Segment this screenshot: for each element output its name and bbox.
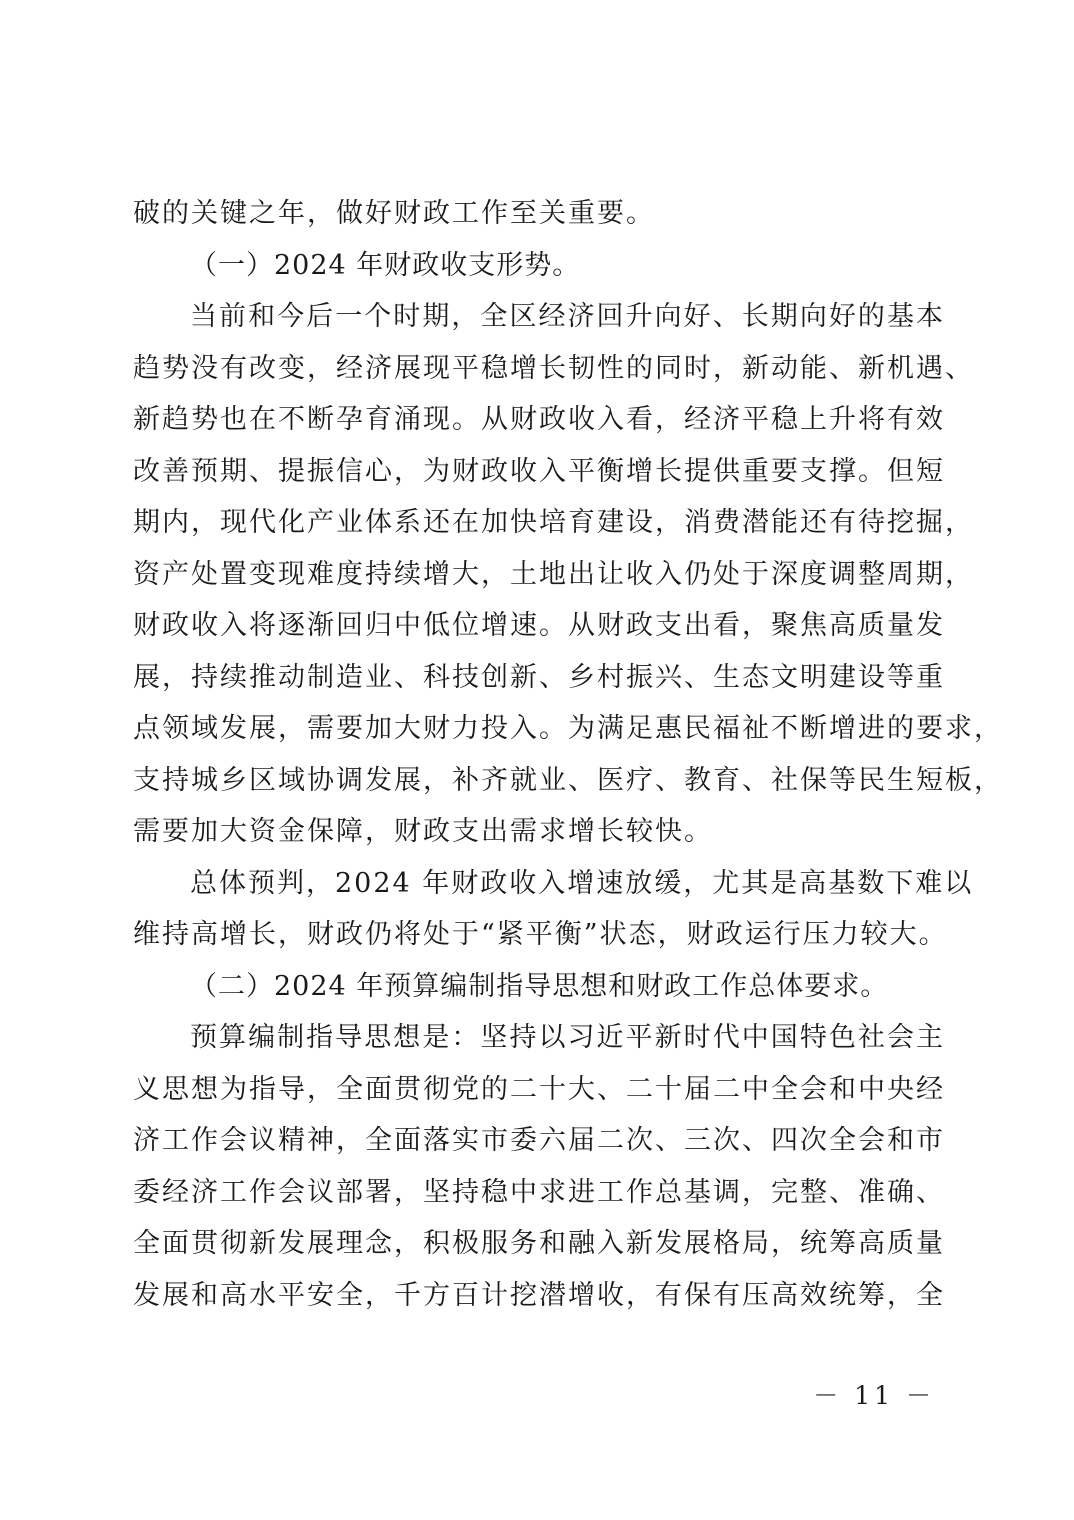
- text-line: 委经济工作会议部署，坚持稳中求进工作总基调，完整、准确、: [133, 1176, 945, 1208]
- text-line: 点领域发展，需要加大财力投入。为满足惠民福祉不断增进的要求，: [133, 713, 1003, 744]
- page-number: － 11 －: [813, 1381, 935, 1410]
- text-line: 预算编制指导思想是：坚持以习近平新时代中国特色社会主: [190, 1022, 945, 1053]
- text-line: 发展和高水平安全，千方百计挖潜增收，有保有压高效统筹，全: [133, 1279, 945, 1311]
- text-line: 需要加大资金保障，财政支出需求增长较快。: [133, 816, 713, 847]
- section-heading: （二）2024 年预算编制指导思想和财政工作总体要求。: [190, 970, 889, 1002]
- section-heading: （一）2024 年财政收支形势。: [190, 249, 581, 281]
- text-line: 趋势没有改变，经济展现平稳增长韧性的同时，新动能、新机遇、: [133, 352, 974, 384]
- text-line: 展，持续推动制造业、科技创新、乡村振兴、生态文明建设等重: [133, 661, 945, 693]
- text-line: 济工作会议精神，全面落实市委六届二次、三次、四次全会和市: [133, 1125, 945, 1156]
- text-line: 全面贯彻新发展理念，积极服务和融入新发展格局，统筹高质量: [133, 1228, 945, 1259]
- text-line: 支持城乡区域协调发展，补齐就业、医疗、教育、社保等民生短板，: [133, 764, 1003, 796]
- text-line: 改善预期、提振信心，为财政收入平衡增长提供重要支撑。但短: [133, 455, 945, 487]
- text-line: 当前和今后一个时期，全区经济回升向好、长期向好的基本: [190, 301, 945, 332]
- text-line: 破的关键之年，做好财政工作至关重要。: [133, 198, 655, 229]
- body-text: [133, 188, 1003, 1321]
- text-line: 财政收入将逐渐回归中低位增速。从财政支出看，聚焦高质量发: [133, 610, 945, 641]
- text-line: 期内，现代化产业体系还在加快培育建设，消费潜能还有待挖掘，: [133, 507, 974, 538]
- text-line: 维持高增长，财政仍将处于“紧平衡”状态，财政运行压力较大。: [133, 919, 948, 950]
- text-line: 资产处置变现难度持续增大，土地出让收入仍处于深度调整周期，: [133, 558, 974, 590]
- text-line: 新趋势也在不断孕育涌现。从财政收入看，经济平稳上升将有效: [133, 404, 945, 435]
- text-line: 义思想为指导，全面贯彻党的二十大、二十届二中全会和中央经: [133, 1073, 945, 1105]
- text-line: 总体预判，2024 年财政收入增速放缓，尤其是高基数下难以: [190, 867, 974, 899]
